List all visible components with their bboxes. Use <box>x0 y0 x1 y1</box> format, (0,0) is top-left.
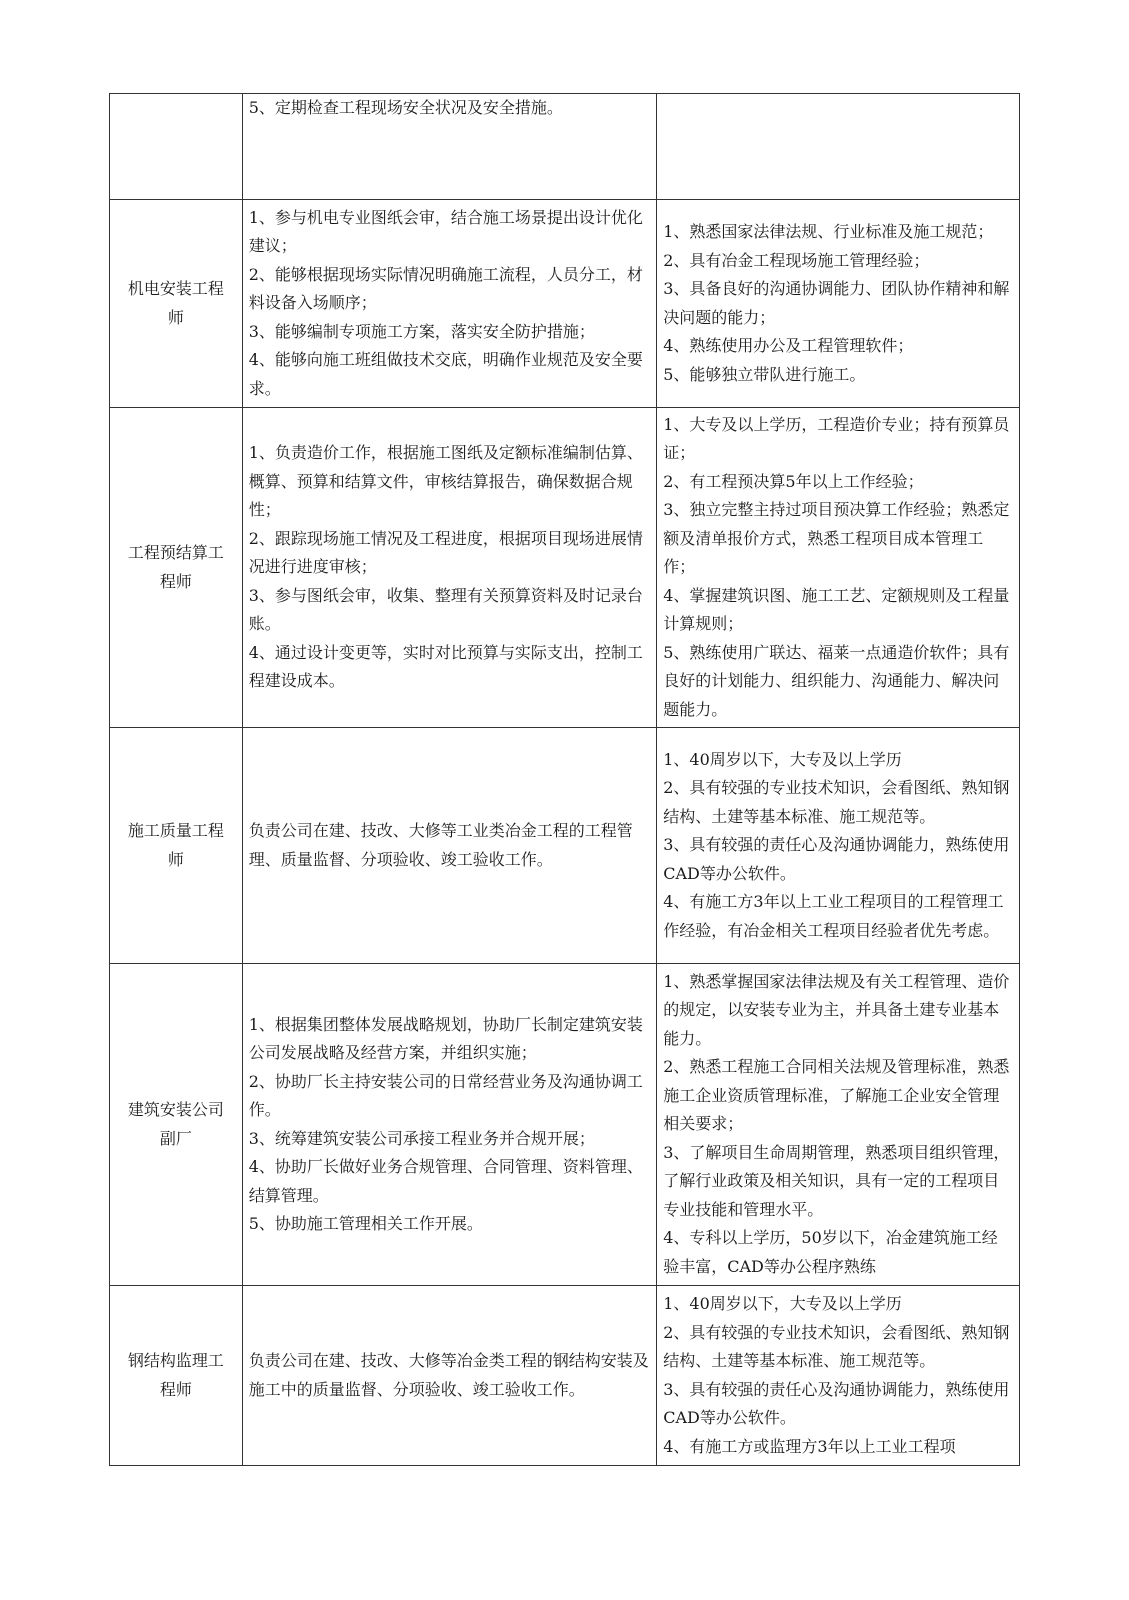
requirement-item: 4、掌握建筑识图、施工工艺、定额规则及工程量计算规则； <box>663 585 1010 634</box>
requirement-item: 1、大专及以上学历，工程造价专业；持有预算员证； <box>663 414 1010 463</box>
requirement-item: 4、专科以上学历，50岁以下，冶金建筑施工经验丰富，CAD等办公程序熟练 <box>663 1228 998 1276</box>
table-row <box>110 94 1020 200</box>
requirement-item: 5、能够独立带队进行施工。 <box>663 364 866 384</box>
requirement-item: 3、具备良好的沟通协调能力、团队协作精神和解决问题的能力； <box>663 279 1010 327</box>
requirement-item: 1、40周岁以下，大专及以上学历 <box>663 1294 902 1313</box>
duties-cell <box>242 1286 656 1466</box>
duties-cell <box>242 94 656 200</box>
requirement-item: 3、具有较强的责任心及沟通协调能力，熟练使用CAD等办公软件。 <box>663 1379 1010 1427</box>
requirement-item: 2、有工程预决算5年以上工作经验； <box>663 471 924 491</box>
duty-item: 2、跟踪现场施工情况及工程进度，根据项目现场进展情况进行进度审核； <box>248 528 643 577</box>
duties-cell <box>242 408 656 728</box>
duty-item: 5、协助施工管理相关工作开展。 <box>248 1214 483 1233</box>
requirement-item: 4、熟练使用办公及工程管理软件； <box>663 336 914 355</box>
requirements-cell <box>657 200 1020 408</box>
requirement-item: 2、具有较强的专业技术知识，会看图纸、熟知钢结构、土建等基本标准、施工规范等。 <box>663 1322 1010 1370</box>
table-row <box>110 1286 1020 1466</box>
duty-item: 3、参与图纸会审，收集、整理有关预算资料及时记录台账。 <box>248 585 643 634</box>
requirement-item: 2、具有较强的专业技术知识，会看图纸、熟知钢结构、土建等基本标准、施工规范等。 <box>663 778 1010 826</box>
position-title-cell <box>110 94 243 200</box>
requirement-item: 5、熟练使用广联达、福莱一点通造价软件；具有良好的计划能力、组织能力、沟通能力、解决问题能力。 <box>663 642 1010 719</box>
duty-item: 负责公司在建、技改、大修等工业类冶金工程的工程管理、质量监督、分项验收、竣工验收工作。 <box>248 821 633 869</box>
requirement-item: 4、有施工方或监理方3年以上工业工程项 <box>663 1436 956 1456</box>
duty-item: 1、根据集团整体发展战略规划，协助厂长制定建筑安装公司发展战略及经营方案，并组织实施； <box>248 1014 643 1062</box>
duty-item: 4、通过设计变更等，实时对比预算与实际支出，控制工程建设成本。 <box>248 642 643 691</box>
duties-cell <box>242 728 656 964</box>
position-title: 建筑安装公司副厂 <box>127 1100 224 1148</box>
table-row <box>110 964 1020 1286</box>
requirement-item: 1、40周岁以下，大专及以上学历 <box>663 749 902 769</box>
position-title-cell <box>110 1286 243 1466</box>
job-positions-table <box>109 93 1020 1466</box>
duty-item: 4、协助厂长做好业务合规管理、合同管理、资料管理、结算管理。 <box>248 1157 643 1205</box>
requirement-item: 4、有施工方3年以上工业工程项目的工程管理工作经验，有冶金相关工程项目经验者优先考虑。 <box>663 892 1004 940</box>
duties-cell <box>242 200 656 408</box>
duty-item: 2、协助厂长主持安装公司的日常经营业务及沟通协调工作。 <box>248 1071 643 1119</box>
duty-item: 3、统筹建筑安装公司承接工程业务并合规开展； <box>248 1128 595 1148</box>
position-title: 机电安装工程师 <box>127 279 224 327</box>
requirement-item: 3、具有较强的责任心及沟通协调能力，熟练使用CAD等办公软件。 <box>663 835 1010 883</box>
duty-item: 负责公司在建、技改、大修等冶金类工程的钢结构安装及施工中的质量监督、分项验收、竣工验收工作。 <box>248 1351 649 1399</box>
table-row <box>110 728 1020 964</box>
table-row <box>110 200 1020 408</box>
position-title-cell <box>110 200 243 408</box>
requirements-cell <box>657 1286 1020 1466</box>
requirement-item: 2、具有冶金工程现场施工管理经验； <box>663 250 930 270</box>
requirement-item: 3、了解项目生命周期管理，熟悉项目组织管理，了解行业政策及相关知识，具有一定的工程项目专业技能和管理水平。 <box>663 1142 1010 1219</box>
duty-item: 1、参与机电专业图纸会审，结合施工场景提出设计优化建议； <box>248 207 643 256</box>
duty-item: 4、能够向施工班组做技术交底，明确作业规范及安全要求。 <box>248 350 643 398</box>
requirement-item: 2、熟悉工程施工合同相关法规及管理标准，熟悉施工企业资质管理标准，了解施工企业安全管理相关要求； <box>663 1057 1010 1134</box>
requirements-cell <box>657 408 1020 728</box>
requirement-item: 1、熟悉掌握国家法律法规及有关工程管理、造价的规定，以安装专业为主，并具备土建专业基本能力。 <box>663 971 1010 1048</box>
duty-item: 2、能够根据现场实际情况明确施工流程，人员分工，材料设备入场顺序； <box>248 264 643 313</box>
position-title-cell <box>110 408 243 728</box>
position-title: 钢结构监理工程师 <box>127 1351 224 1399</box>
position-title: 工程预结算工程师 <box>127 543 224 591</box>
requirement-item: 3、独立完整主持过项目预决算工作经验；熟悉定额及清单报价方式，熟悉工程项目成本管理工作； <box>663 500 1010 577</box>
duty-item: 5、定期检查工程现场安全状况及安全措施。 <box>248 98 563 117</box>
position-title-cell <box>110 964 243 1286</box>
duty-item: 3、能够编制专项施工方案，落实安全防护措施； <box>248 321 595 341</box>
duty-item: 1、负责造价工作，根据施工图纸及定额标准编制估算、概算、预算和结算文件，审核结算报告，确保数据合规性； <box>248 443 643 520</box>
requirements-cell <box>657 94 1020 200</box>
requirements-cell <box>657 964 1020 1286</box>
position-title-cell <box>110 728 243 964</box>
requirements-cell <box>657 728 1020 964</box>
position-title: 施工质量工程师 <box>127 821 224 869</box>
duties-cell <box>242 964 656 1286</box>
requirement-item: 1、熟悉国家法律法规、行业标准及施工规范； <box>663 222 994 241</box>
table-row <box>110 408 1020 728</box>
